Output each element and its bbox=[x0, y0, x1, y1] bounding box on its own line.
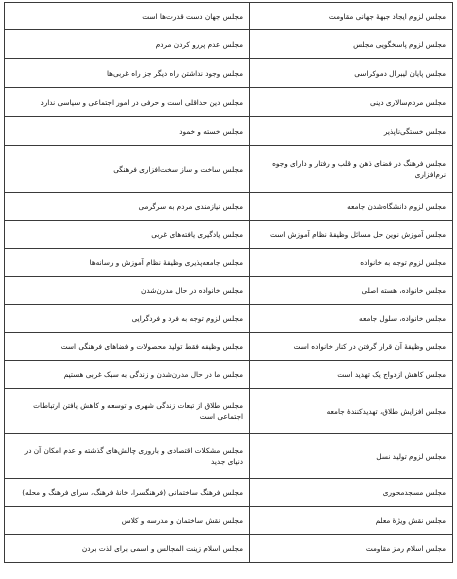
cell-right: مجلس پایان لیبرال دموکراسی bbox=[250, 59, 453, 88]
table-row bbox=[5, 389, 453, 434]
table-row bbox=[5, 277, 453, 305]
cell-right: مجلس اسلام رمز مقاومت bbox=[250, 535, 453, 563]
cell-right: مجلس افزایش طلاق، تهدیدکنندۀ جامعه bbox=[250, 389, 453, 434]
table-row bbox=[5, 479, 453, 507]
cell-left: مجلس نیازمندی مردم به سرگرمی bbox=[5, 193, 250, 221]
table-row bbox=[5, 361, 453, 389]
cell-left: مجلس مشکلات اقتصادی و باروری چالش‌های گذشته و عدم امکان آن در دنیای جدید bbox=[5, 434, 250, 479]
cell-right: مجلس خانواده، سلول جامعه bbox=[250, 305, 453, 333]
table-row bbox=[5, 305, 453, 333]
cell-left: مجلس جهان دست قدرت‌ها است bbox=[5, 3, 250, 30]
cell-right: مجلس خستگی‌ناپذیر bbox=[250, 117, 453, 146]
cell-left: مجلس نقش ساختمان و مدرسه و کلاس bbox=[5, 507, 250, 535]
table-row bbox=[5, 30, 453, 59]
table-row bbox=[5, 59, 453, 88]
cell-right: مجلس لزوم ایجاد جبهۀ جهانی مقاومت bbox=[250, 3, 453, 30]
table-row bbox=[5, 146, 453, 193]
cell-right: مجلس مسجدمحوری bbox=[250, 479, 453, 507]
cell-left: مجلس جامعه‌پذیری وظیفۀ نظام آموزش و رسانه‌ها bbox=[5, 249, 250, 277]
cell-right: مجلس لزوم دانشگاه‌شدن جامعه bbox=[250, 193, 453, 221]
table-row bbox=[5, 249, 453, 277]
cell-right: مجلس نقش ویژۀ معلم bbox=[250, 507, 453, 535]
cell-right: مجلس کاهش ازدواج یک تهدید است bbox=[250, 361, 453, 389]
cell-right: مجلس آموزش نوین حل مسائل وظیفۀ نظام آموزش است bbox=[250, 221, 453, 249]
cell-left: مجلس عدم پررو کردن مردم bbox=[5, 30, 250, 59]
cell-left: مجلس اسلام زینت المجالس و اسمی برای لذت بردن bbox=[5, 535, 250, 563]
table-row bbox=[5, 193, 453, 221]
table-row bbox=[5, 507, 453, 535]
cell-left: مجلس خسته و خمود bbox=[5, 117, 250, 146]
cell-left: مجلس وظیفه فقط تولید محصولات و فضاهای فرهنگی است bbox=[5, 333, 250, 361]
table-row bbox=[5, 434, 453, 479]
cell-left: مجلس ما در حال مدرن‌شدن و زندگی به سبک غربی هستیم bbox=[5, 361, 250, 389]
cell-left: مجلس وجود نداشتن راه دیگر جز راه غربی‌ها bbox=[5, 59, 250, 88]
cell-left: مجلس دین حداقلی است و حرفی در امور اجتماعی و سیاسی ندارد bbox=[5, 88, 250, 117]
cell-right: مجلس وظیفۀ آن قرار گرفتن در کنار خانواده است bbox=[250, 333, 453, 361]
table-row bbox=[5, 535, 453, 563]
comparison-table bbox=[4, 2, 453, 563]
table-row bbox=[5, 3, 453, 30]
cell-left: مجلس فرهنگ ساختمانی (فرهنگسرا، خانۀ فرهنگ، سرای فرهنگ و محله) bbox=[5, 479, 250, 507]
table-row bbox=[5, 333, 453, 361]
cell-right: مجلس لزوم تولید نسل bbox=[250, 434, 453, 479]
cell-left: مجلس لزوم توجه به فرد و فردگرایی bbox=[5, 305, 250, 333]
cell-left: مجلس یادگیری یافته‌های غربی bbox=[5, 221, 250, 249]
table-body bbox=[5, 3, 453, 563]
cell-right: مجلس لزوم توجه به خانواده bbox=[250, 249, 453, 277]
table-row bbox=[5, 117, 453, 146]
cell-left: مجلس خانواده در حال مدرن‌شدن bbox=[5, 277, 250, 305]
cell-left: مجلس طلاق از تبعات زندگی شهری و توسعه و کاهش یافتن ارتباطات اجتماعی است bbox=[5, 389, 250, 434]
cell-right: مجلس فرهنگ در فضای ذهن و قلب و رفتار و دارای وجوه نرم‌افزاری bbox=[250, 146, 453, 193]
table-row bbox=[5, 88, 453, 117]
table-row bbox=[5, 221, 453, 249]
cell-right: مجلس خانواده، هسته اصلی bbox=[250, 277, 453, 305]
cell-left: مجلس ساخت و ساز سخت‌افزاری فرهنگی bbox=[5, 146, 250, 193]
cell-right: مجلس لزوم پاسخگویی مجلس bbox=[250, 30, 453, 59]
cell-right: مجلس مردم‌سالاری دینی bbox=[250, 88, 453, 117]
